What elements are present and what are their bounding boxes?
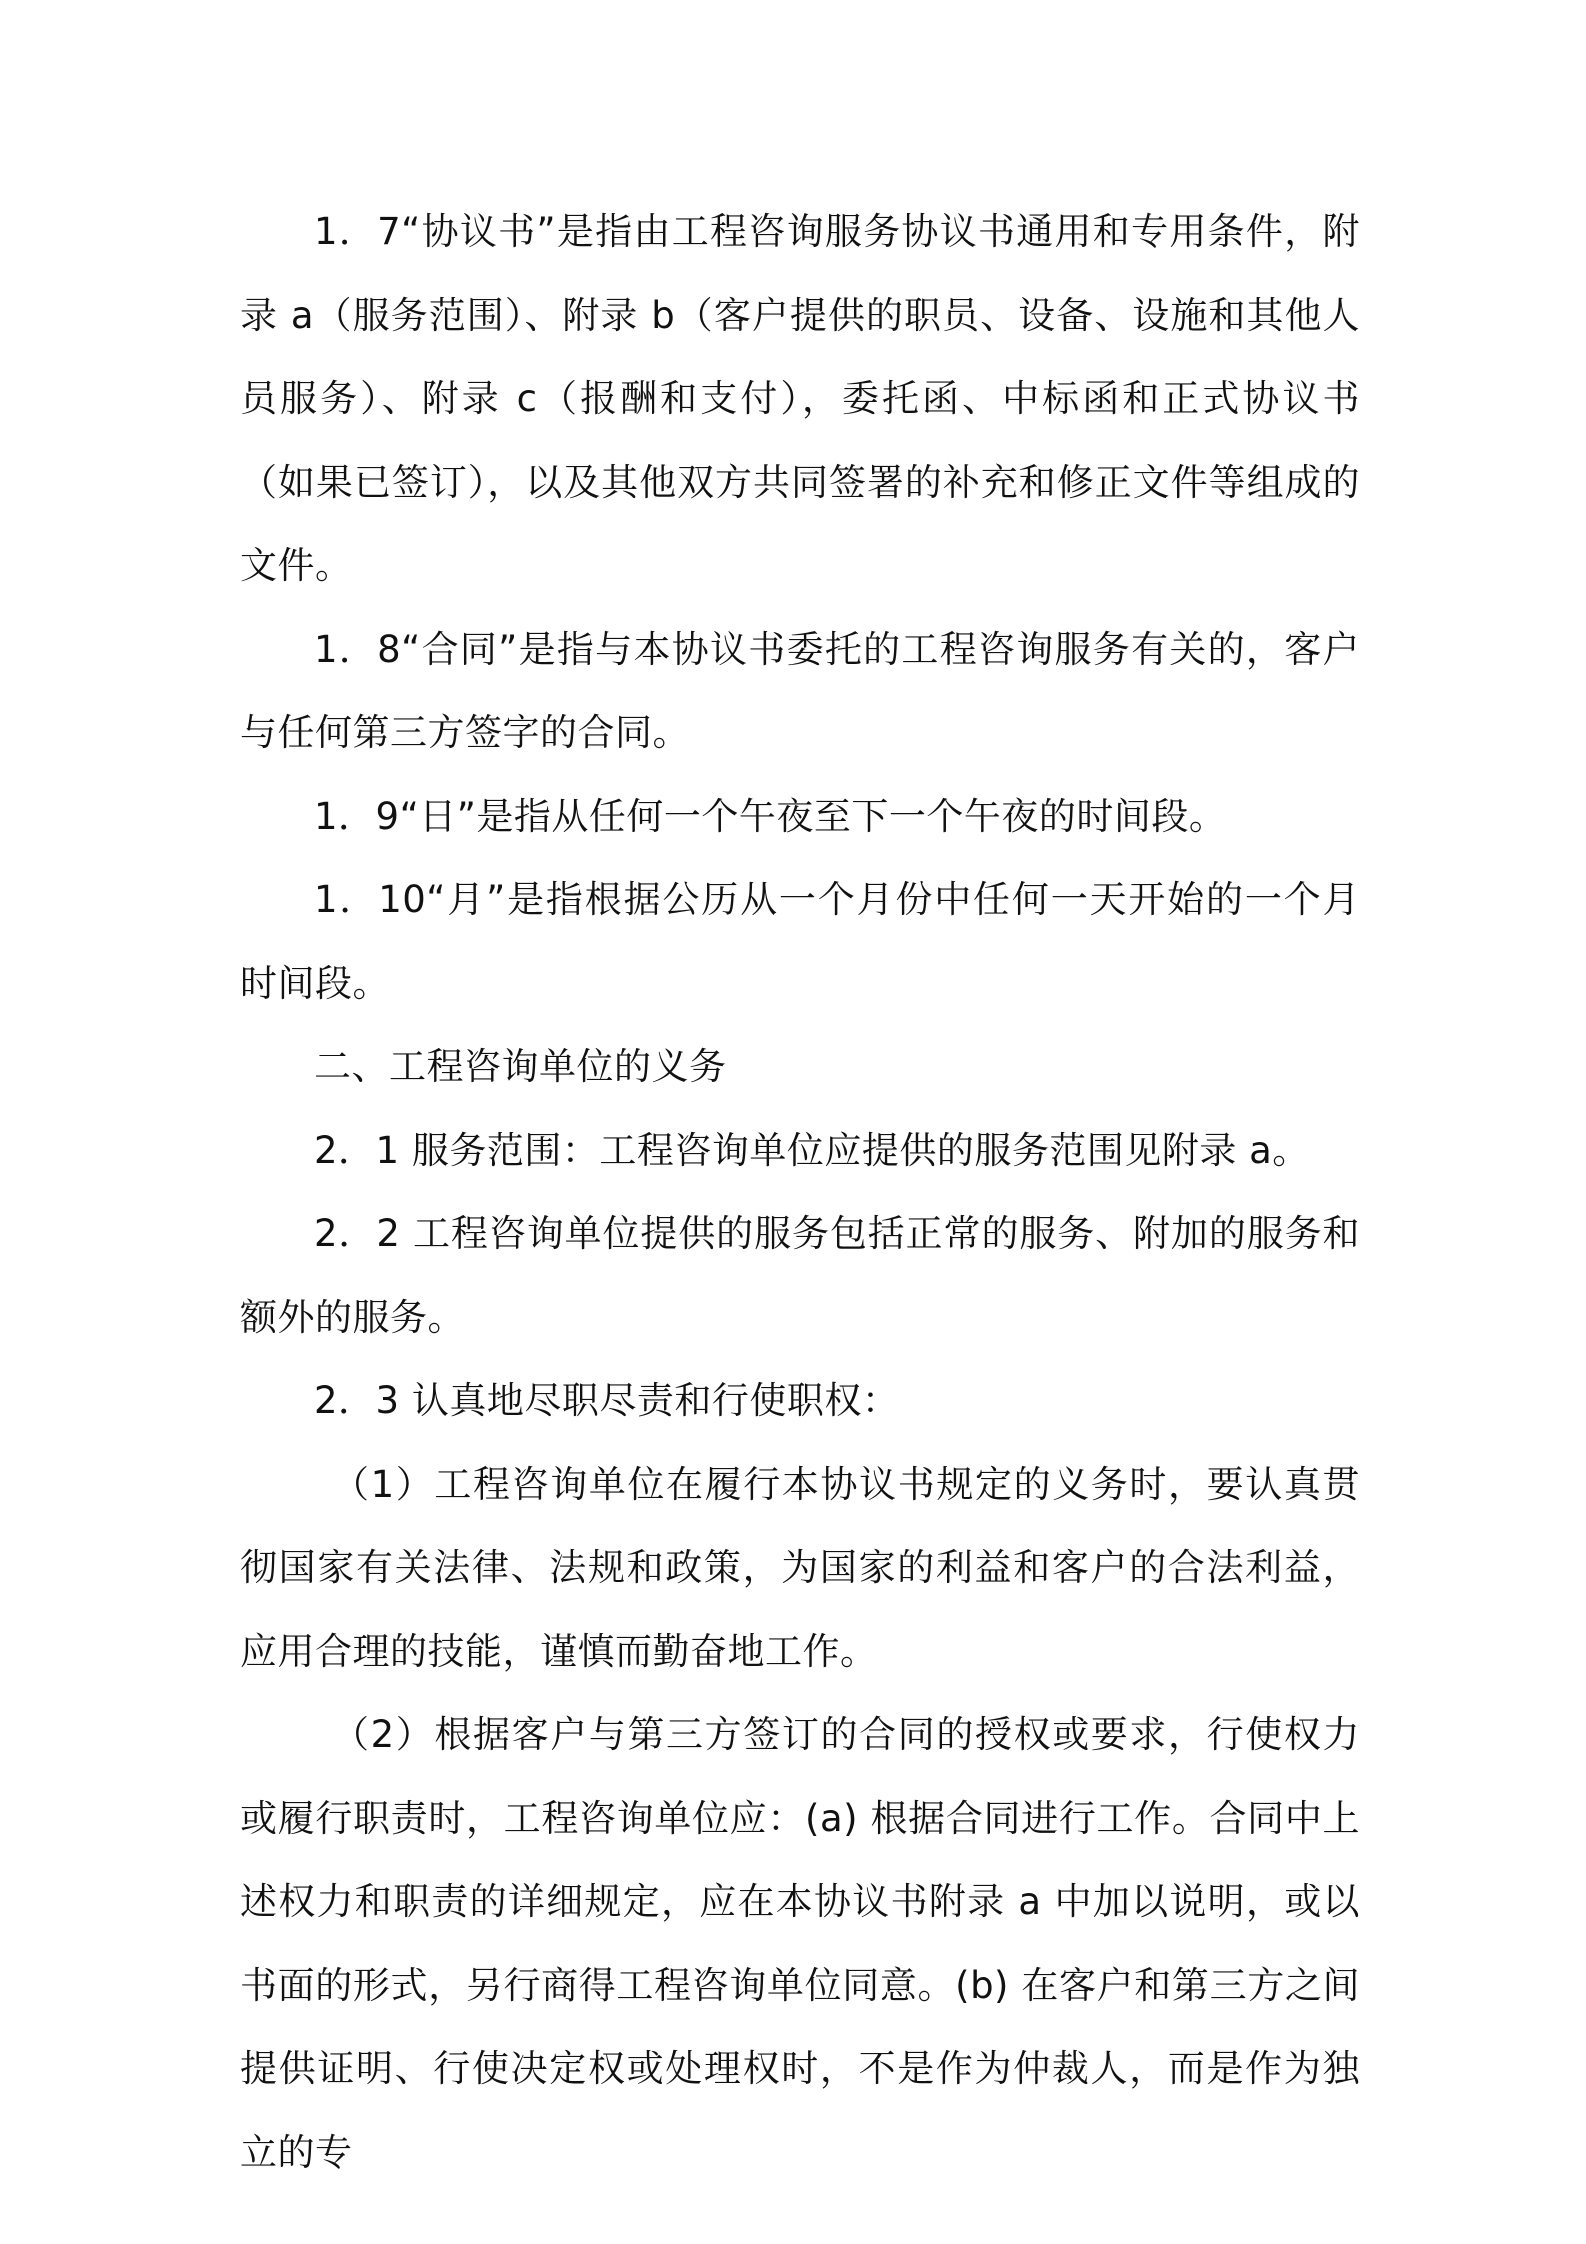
paragraph-1-9: 1．9“日”是指从任何一个午夜至下一个午夜的时间段。 bbox=[314, 794, 1227, 838]
paragraph-1-8: 1．8“合同”是指与本协议书委托的工程咨询服务有关的，客户与任何第三方签字的合同。 bbox=[240, 627, 1360, 754]
section-heading-2: 二、工程咨询单位的义务 bbox=[314, 1045, 727, 1088]
paragraph-1-10: 1．10“月”是指根据公历从一个月份中任何一天开始的一个月时间段。 bbox=[240, 878, 1360, 1005]
paragraph-2-3-item-2: （2）根据客户与第三方签订的合同的授权或要求，行使权力或履行职责时，工程咨询单位应：(a) 根据合同进行工作。合同中上述权力和职责的详细规定，应在本协议书附录 a 中加以说明，或以书面的形式，另行商得工程咨询单位同意。(b) 在客户和第三方之间提供证明、行使决定权或处理权时，不是作为仲裁人，而是作为独立的专 bbox=[240, 1713, 1360, 2174]
paragraph-2-1: 2．1 服务范围：工程咨询单位应提供的服务范围见附录 a。 bbox=[314, 1128, 1310, 1172]
paragraph-2-3: 2．3 认真地尽职尽责和行使职权： bbox=[314, 1379, 900, 1422]
paragraph-1-7: 1．7“协议书”是指由工程咨询服务协议书通用和专用条件，附录 a（服务范围）、附录 b（客户提供的职员、设备、设施和其他人员服务）、附录 c（报酬和支付），委托函、中标函和正式协议书（如果已签订），以及其他双方共同签署的补充和修正文件等组成的文件。 bbox=[240, 210, 1360, 587]
paragraph-2-3-item-1: （1）工程咨询单位在履行本协议书规定的义务时，要认真贯彻国家有关法律、法规和政策，为国家的利益和客户的合法利益，应用合理的技能，谨慎而勤奋地工作。 bbox=[240, 1462, 1360, 1673]
paragraph-2-2: 2．2 工程咨询单位提供的服务包括正常的服务、附加的服务和额外的服务。 bbox=[240, 1212, 1360, 1339]
document-body bbox=[240, 190, 1360, 2194]
